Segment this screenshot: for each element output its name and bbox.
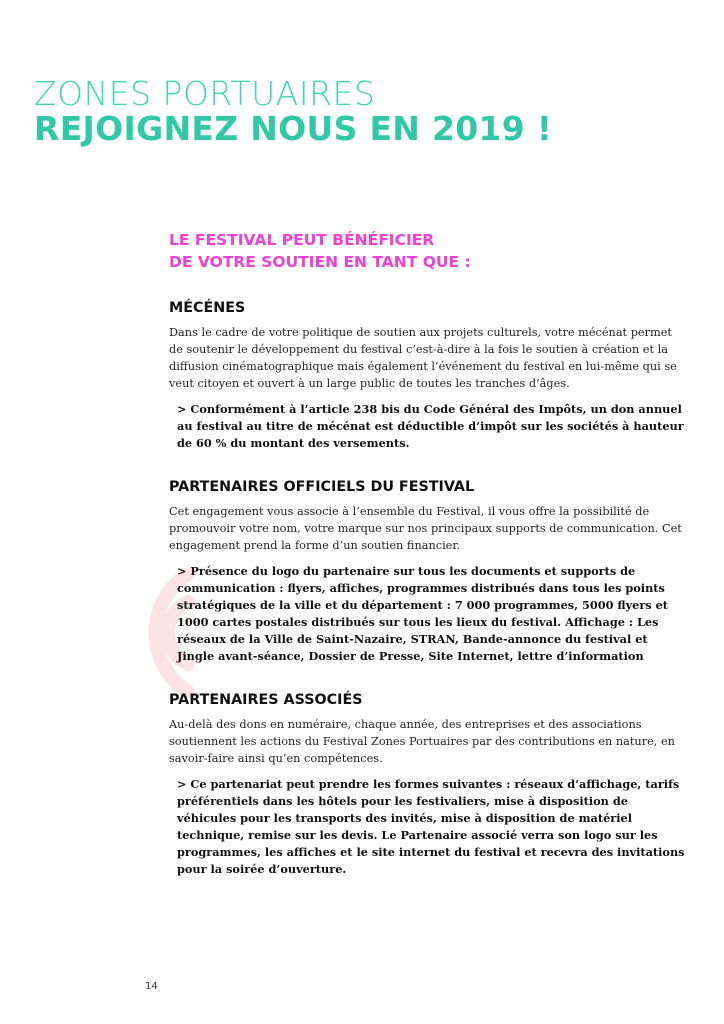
section-heading: MÉCÉNES xyxy=(169,300,246,316)
section-note: > Conformément à l’article 238 bis du Code Général des Impôts, un don annuel au festival au titre de mécénat est déductible d’impôt sur les sociétés à hauteur de 60 % du montant des versements. xyxy=(177,402,684,450)
main-content xyxy=(169,229,685,904)
section-body: Dans le cadre de votre politique de soutien aux projets culturels, votre mécénat permet de soutenir le développement du festival c’est-à-dire à la fois le soutien à création et la diffusion cinématographique mais également l’événement du festival en lui-même qui se veut citoyen et ouvert à un large public de toutes les tranches d’âges. xyxy=(169,326,677,390)
header-title-line-2: REJOIGNEZ NOUS EN 2019 ! xyxy=(34,109,553,148)
section-heading: PARTENAIRES ASSOCIÉS xyxy=(169,692,363,708)
intro-line-2: DE VOTRE SOUTIEN EN TANT QUE : xyxy=(169,253,471,271)
section-note: > Ce partenariat peut prendre les formes suivantes : réseaux d’affichage, tarifs préférentiels dans les hôtels pour les festivaliers, mise à disposition de véhicules pour les transports des invités, mise à disposition de matériel technique, remise sur les devis. Le Partenaire associé verra son logo sur les programmes, les affiches et le site internet du festival et recevra des invitations pour la soirée d’ouverture. xyxy=(177,777,685,876)
intro-line-1: LE FESTIVAL PEUT BÉNÉFICIER xyxy=(169,231,435,249)
intro-heading xyxy=(169,229,685,273)
header-title-line-1: ZONES PORTUAIRES xyxy=(34,74,376,113)
section-body: Cet engagement vous associe à l’ensemble du Festival, il vous offre la possibilité de promouvoir votre nom, votre marque sur nos principaux supports de communication. Cet engagement prend la forme d’un soutien financier. xyxy=(169,505,682,552)
section-heading: PARTENAIRES OFFICIELS DU FESTIVAL xyxy=(169,479,475,495)
section-partenaires-associes xyxy=(169,691,685,878)
section-partenaires-officiels xyxy=(169,478,685,665)
section-note: > Présence du logo du partenaire sur tous les documents et supports de communication : flyers, affiches, programmes distribués dans tous les points stratégiques de la ville et du département : 7 000 programmes, 5000 flyers et 1000 cartes postales distribués sur tous les lieux du festival. Affichage : Les réseaux de la Ville de Saint-Nazaire, STRAN, Bande-annonce du festival et Jingle avant-séance, Dossier de Presse, Site Internet, lettre d’information xyxy=(177,564,668,663)
section-mecenes xyxy=(169,299,685,452)
section-body: Au-delà des dons en numéraire, chaque année, des entreprises et des associations soutiennent les actions du Festival Zones Portuaires par des contributions en nature, en savoir-faire ainsi qu’en compétences. xyxy=(169,718,675,765)
page-number: 14 xyxy=(145,981,158,992)
